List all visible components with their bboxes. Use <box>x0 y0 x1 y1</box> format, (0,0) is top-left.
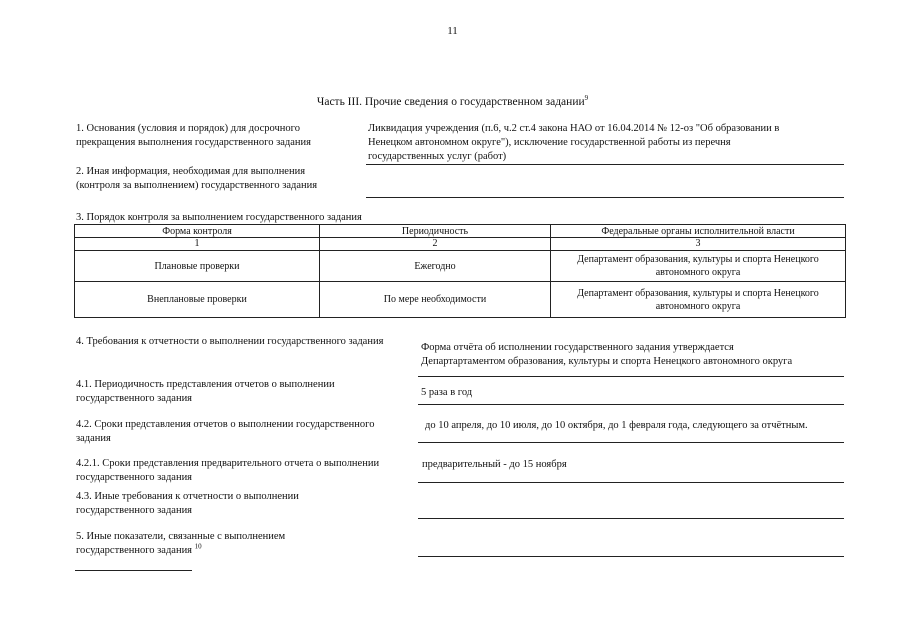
cell-authority: Департамент образования, культуры и спорта Ненецкого автономного округа <box>551 282 846 318</box>
header-authorities: Федеральные органы исполнительной власти <box>551 225 846 238</box>
section2-rule <box>366 197 844 198</box>
section4-2-label <box>76 418 374 446</box>
section1-value-line: государственных услуг (работ) <box>368 151 507 162</box>
footnote-separator <box>75 570 192 571</box>
section4-2-label-line: 4.2. Сроки представления отчетов о выполнении государственного <box>76 419 375 430</box>
section3-label: 3. Порядок контроля за выполнением государственного задания <box>76 212 362 223</box>
section5-footnote-ref: 10 <box>194 542 202 551</box>
part-title-text: Часть III. Прочие сведения о государственном задании <box>316 96 585 108</box>
column-number: 1 <box>75 238 320 251</box>
header-control-form: Форма контроля <box>75 225 320 238</box>
section5-label-line: 5. Иные показатели, связанные с выполнением <box>76 531 286 542</box>
section4-2-1-value: предварительный - до 15 ноября <box>422 459 567 470</box>
section4-2-rule <box>418 442 844 443</box>
section4-1-label-line: 4.1. Периодичность представления отчетов о выполнении <box>76 379 335 390</box>
section4-label: 4. Требования к отчетности о выполнении государственного задания <box>76 336 384 347</box>
section1-rule <box>366 164 844 165</box>
section4-3-label <box>76 490 299 518</box>
part-title <box>0 95 905 109</box>
section4-value <box>421 341 792 369</box>
header-periodicity: Периодичность <box>320 225 551 238</box>
section4-1-label-line: государственного задания <box>76 393 193 404</box>
section1-label-line: 1. Основания (условия и порядок) для досрочного <box>76 123 300 134</box>
section4-value-line: Форма отчёта об исполнении государственного задания утверждается <box>421 342 734 353</box>
section4-2-1-label-line: 4.2.1. Сроки представления предварительного отчета о выполнении <box>76 458 380 469</box>
column-number: 3 <box>551 238 846 251</box>
control-table-header-row <box>75 225 846 238</box>
section4-rule <box>418 376 844 377</box>
section2-label-line: (контроля за выполнением) государственного задания <box>76 180 318 191</box>
section4-3-label-line: государственного задания <box>76 505 193 516</box>
table-row <box>75 282 846 318</box>
section5-label-text: государственного задания <box>76 545 193 556</box>
section1-value-line: Ликвидация учреждения (п.6, ч.2 ст.4 закона НАО от 16.04.2014 № 12-оз "Об образовании в <box>368 123 780 134</box>
section4-2-value: до 10 апреля, до 10 июля, до 10 октября, до 1 февраля года, следующего за отчётным. <box>425 420 808 431</box>
section1-label <box>76 122 311 150</box>
section4-2-1-label-line: государственного задания <box>76 472 193 483</box>
section4-value-line: Департартаментом образования, культуры и спорта Ненецкого автономного округа <box>421 356 793 367</box>
section2-label-line: 2. Иная информация, необходимая для выполнения <box>76 166 306 177</box>
section4-2-1-rule <box>418 482 844 483</box>
section4-3-rule <box>418 518 844 519</box>
column-number: 2 <box>320 238 551 251</box>
section5-label-line <box>76 544 285 558</box>
section4-3-label-line: 4.3. Иные требования к отчетности о выполнении <box>76 491 299 502</box>
table-row <box>75 251 846 282</box>
cell-periodicity: Ежегодно <box>320 251 551 282</box>
section1-value <box>368 122 779 164</box>
cell-control-form: Внеплановые проверки <box>75 282 320 318</box>
cell-control-form: Плановые проверки <box>75 251 320 282</box>
section4-2-label-line: задания <box>76 433 111 444</box>
section5-rule <box>418 556 844 557</box>
control-table <box>74 224 846 318</box>
page-number: 11 <box>447 25 458 37</box>
section4-1-rule <box>418 404 844 405</box>
section2-label <box>76 165 317 193</box>
section1-value-line: Ненецком автономном округе"), исключение государственной работы из перечня <box>368 137 731 148</box>
cell-authority: Департамент образования, культуры и спорта Ненецкого автономного округа <box>551 251 846 282</box>
part-title-footnote-ref: 9 <box>584 94 589 103</box>
section4-2-1-label <box>76 457 379 485</box>
control-table-number-row <box>75 238 846 251</box>
section4-1-label <box>76 378 335 406</box>
section5-label <box>76 530 285 558</box>
section4-1-value: 5 раза в год <box>421 387 473 398</box>
section1-label-line: прекращения выполнения государственного задания <box>76 137 311 148</box>
cell-periodicity: По мере необходимости <box>320 282 551 318</box>
